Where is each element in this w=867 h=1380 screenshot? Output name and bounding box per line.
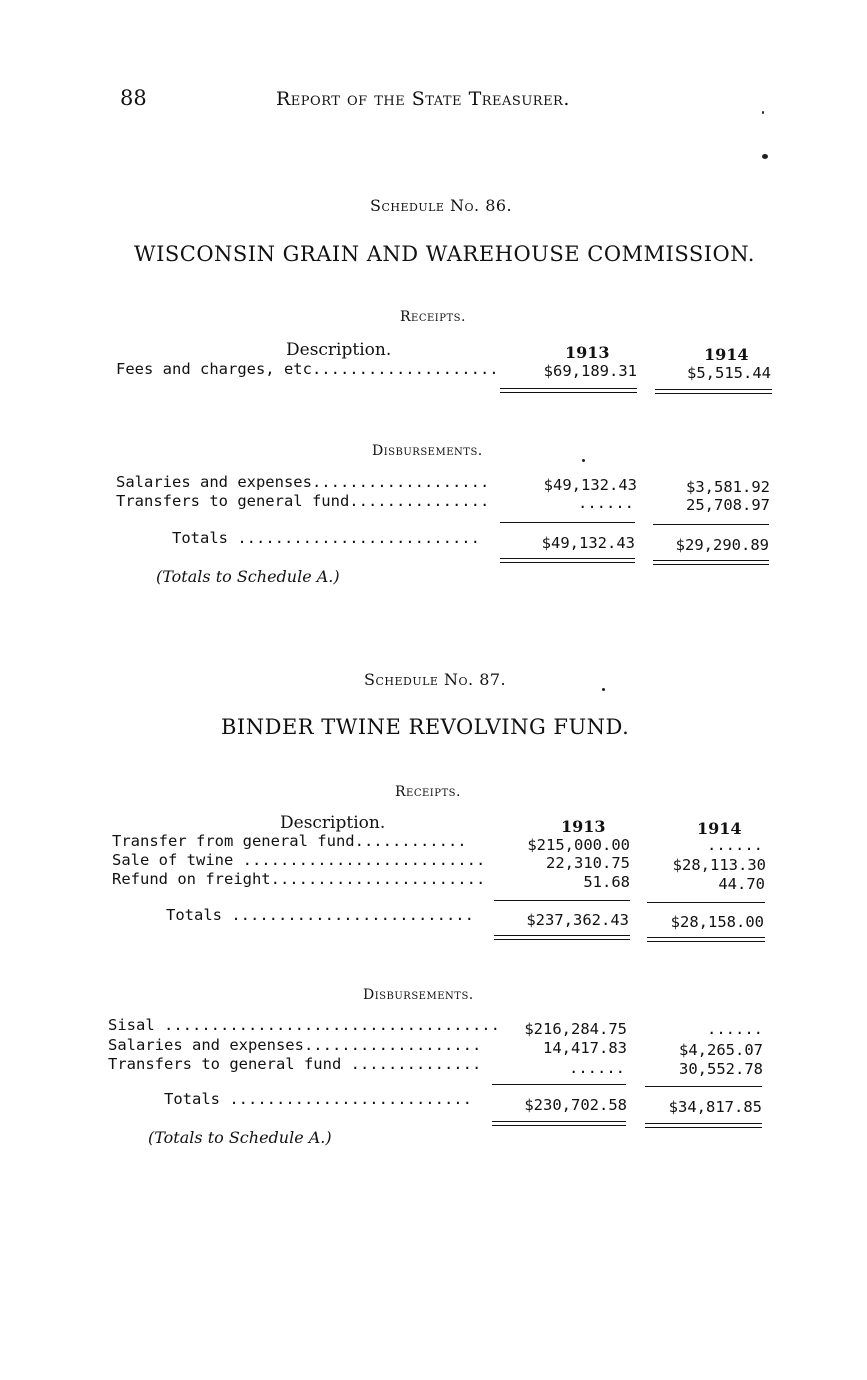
value-1914: ...... xyxy=(707,836,763,854)
value-1914: 25,708.97 xyxy=(686,496,770,514)
row-label: Sisal .................................... xyxy=(108,1016,500,1034)
total-1913: $49,132.43 xyxy=(541,534,635,552)
running-title: Report of the State Treasurer. xyxy=(276,88,570,110)
schedule-87-label: Schedule No. 87. xyxy=(364,670,507,689)
value-1914: 30,552.78 xyxy=(679,1060,763,1078)
row-label: Salaries and expenses................... xyxy=(108,1036,482,1054)
value-1913: $49,132.43 xyxy=(543,476,637,494)
double-rule xyxy=(653,560,769,565)
row-label: Transfers to general fund............... xyxy=(116,492,490,510)
value-1914: ...... xyxy=(707,1020,763,1038)
totals-note: (Totals to Schedule A.) xyxy=(156,567,340,586)
sum-rule xyxy=(492,1084,626,1085)
value-1914: $28,113.30 xyxy=(672,856,766,874)
receipts-heading: Receipts. xyxy=(400,309,466,325)
scan-speck xyxy=(582,459,585,462)
schedule-87-title: BINDER TWINE REVOLVING FUND. xyxy=(221,715,630,739)
row-label: Transfer from general fund............ xyxy=(112,832,467,850)
total-1914: $29,290.89 xyxy=(675,536,769,554)
scan-speck xyxy=(602,688,605,691)
value-1913: $216,284.75 xyxy=(524,1020,627,1038)
totals-label: Totals .......................... xyxy=(164,1090,472,1108)
disbursements-heading: Disbursements. xyxy=(372,443,483,459)
disbursements-heading: Disbursements. xyxy=(363,987,474,1003)
description-header: Description. xyxy=(286,340,392,360)
row-label: Salaries and expenses................... xyxy=(116,473,490,491)
value-1914: $4,265.07 xyxy=(679,1041,763,1059)
value-1913: $215,000.00 xyxy=(527,836,630,854)
year-1913-header: 1913 xyxy=(561,817,606,836)
schedule-86-label: Schedule No. 86. xyxy=(370,196,513,215)
value-1914: $3,581.92 xyxy=(686,478,770,496)
row-label: Refund on freight....................... xyxy=(112,870,486,888)
scan-speck xyxy=(762,154,768,159)
value-1913: $69,189.31 xyxy=(543,362,637,380)
sum-rule xyxy=(500,522,635,523)
total-1913: $230,702.58 xyxy=(524,1096,627,1114)
year-1913-header: 1913 xyxy=(565,343,610,362)
double-rule xyxy=(500,558,635,563)
value-1914: 44.70 xyxy=(718,875,765,893)
row-label: Sale of twine .......................... xyxy=(112,851,486,869)
description-header: Description. xyxy=(280,813,386,833)
totals-note: (Totals to Schedule A.) xyxy=(148,1128,332,1147)
value-1913: ...... xyxy=(578,494,634,512)
sum-rule xyxy=(647,902,765,903)
totals-label: Totals .......................... xyxy=(172,529,480,547)
sum-rule xyxy=(653,524,769,525)
row-label: Fees and charges, etc.................... xyxy=(116,360,499,378)
total-1913: $237,362.43 xyxy=(526,911,629,929)
value-1913: ...... xyxy=(569,1059,625,1077)
sum-rule xyxy=(494,900,630,901)
total-1914: $34,817.85 xyxy=(668,1098,762,1116)
double-rule xyxy=(645,1123,762,1128)
page-number: 88 xyxy=(120,86,147,110)
schedule-86-title: WISCONSIN GRAIN AND WAREHOUSE COMMISSION. xyxy=(134,242,755,266)
double-rule xyxy=(655,389,772,394)
double-rule xyxy=(647,937,765,942)
row-label: Transfers to general fund .............. xyxy=(108,1055,482,1073)
value-1913: 14,417.83 xyxy=(543,1039,627,1057)
year-1914-header: 1914 xyxy=(704,345,749,364)
value-1913: 22,310.75 xyxy=(546,854,630,872)
totals-label: Totals .......................... xyxy=(166,906,474,924)
sum-rule xyxy=(645,1086,762,1087)
year-1914-header: 1914 xyxy=(697,819,742,838)
scan-speck xyxy=(762,111,764,114)
receipts-heading: Receipts. xyxy=(395,784,461,800)
value-1913: 51.68 xyxy=(583,873,630,891)
double-rule xyxy=(494,935,630,940)
double-rule xyxy=(500,388,637,393)
total-1914: $28,158.00 xyxy=(670,913,764,931)
double-rule xyxy=(492,1121,626,1126)
value-1914: $5,515.44 xyxy=(687,364,771,382)
